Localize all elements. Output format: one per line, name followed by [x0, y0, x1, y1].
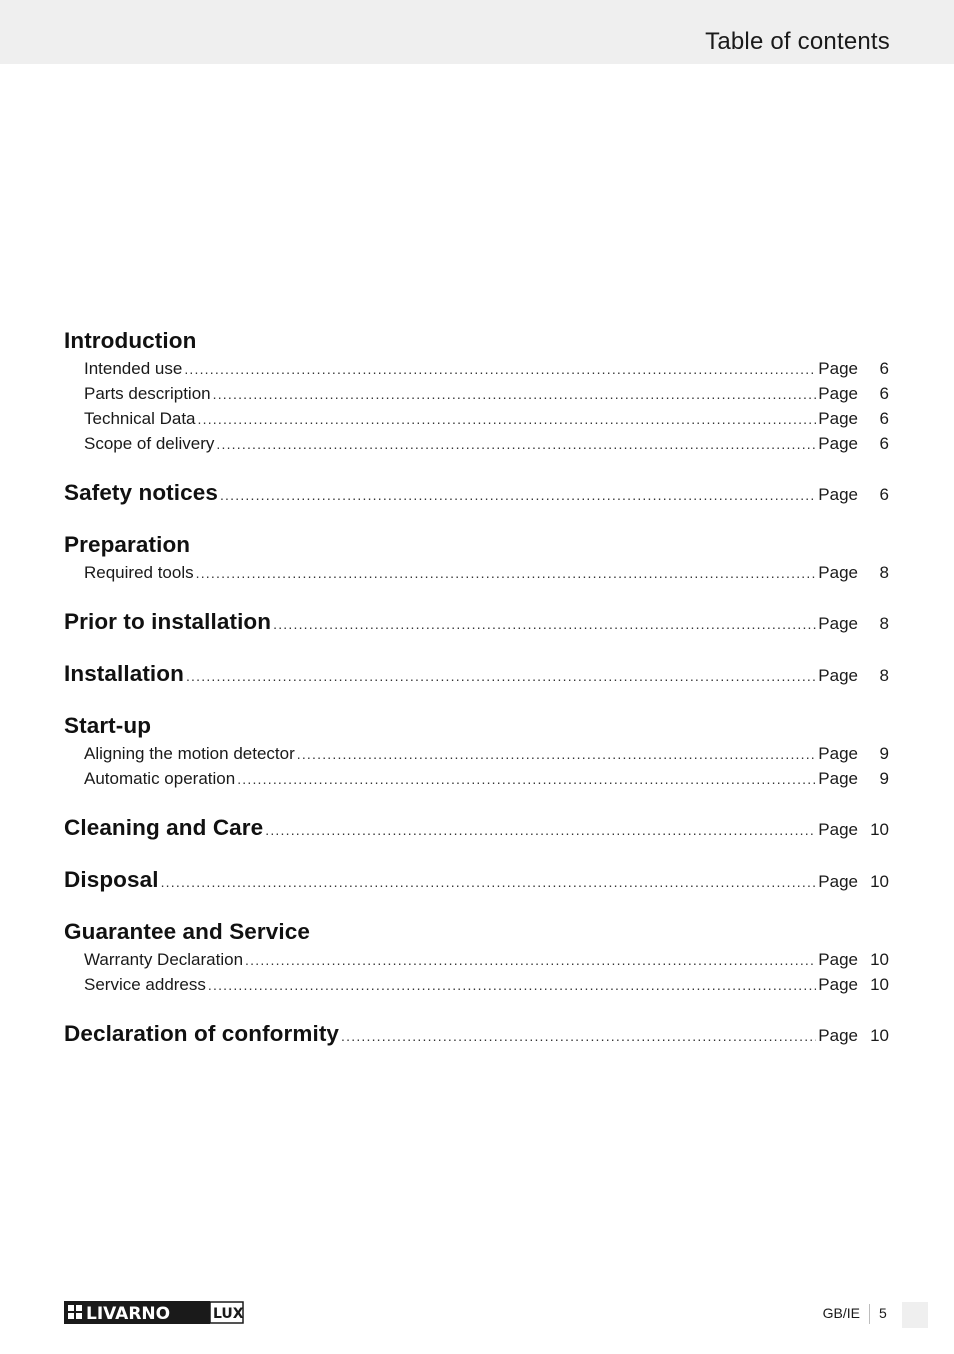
page-number: 6: [879, 485, 889, 504]
toc-heading-row[interactable]: [64, 607, 889, 637]
page-label: Page: [818, 769, 858, 788]
page-number: 8: [879, 666, 889, 685]
page-label: Page: [818, 872, 858, 891]
page-label: Page: [818, 434, 858, 453]
toc-entry[interactable]: [64, 972, 889, 997]
page-label: Page: [818, 950, 858, 969]
toc-entry-label: Technical Data: [84, 409, 196, 428]
dot-leader: [220, 480, 816, 510]
toc-heading[interactable]: Introduction: [64, 328, 197, 353]
logo-square: [68, 1305, 74, 1311]
toc-entry[interactable]: [64, 431, 889, 456]
toc-heading[interactable]: Preparation: [64, 532, 191, 557]
toc-entry-label: Intended use: [84, 359, 183, 378]
dot-leader: [196, 561, 817, 586]
toc-section-declaration-of-conformity: [64, 1019, 889, 1049]
page-number: 9: [879, 744, 889, 763]
toc-section-preparation: [64, 530, 889, 585]
toc-section-start-up: [64, 711, 889, 791]
logo-square: [68, 1313, 74, 1319]
toc-section-safety-notices: [64, 478, 889, 508]
toc-section-disposal: [64, 865, 889, 895]
dot-leader: [273, 609, 816, 639]
footer-corner-box: [902, 1302, 928, 1328]
toc-entry-label: Aligning the motion detector: [84, 744, 295, 763]
toc-heading-row[interactable]: [64, 659, 889, 689]
toc-heading-row: [64, 530, 889, 560]
page-number: 6: [879, 434, 889, 453]
dot-leader: [161, 867, 817, 897]
table-of-contents: [64, 326, 889, 1071]
dot-leader: [198, 407, 817, 432]
toc-section-introduction: [64, 326, 889, 456]
page-label: Page: [818, 485, 858, 504]
page-number: 8: [879, 563, 889, 582]
toc-entry-label: Automatic operation: [84, 769, 236, 788]
toc-heading-row: [64, 711, 889, 741]
footer-language-code: GB/IE: [822, 1305, 860, 1321]
dot-leader: [237, 767, 816, 792]
logo-suffix-text: LUX: [213, 1306, 244, 1322]
dot-leader: [265, 815, 816, 845]
page-number: 9: [879, 769, 889, 788]
toc-entry-label: Service address: [84, 975, 206, 994]
toc-heading[interactable]: Start-up: [64, 713, 152, 738]
toc-entry-label: Parts description: [84, 384, 211, 403]
toc-entry[interactable]: [64, 766, 889, 791]
logo-square: [76, 1313, 82, 1319]
toc-heading-row[interactable]: [64, 813, 889, 843]
footer-page-number: 5: [879, 1305, 887, 1321]
page-label: Page: [818, 614, 858, 633]
toc-heading: Cleaning and Care: [64, 815, 264, 840]
logo-brand-text: LIVARNO: [86, 1304, 171, 1324]
toc-heading-row[interactable]: [64, 1019, 889, 1049]
toc-heading: Declaration of conformity: [64, 1021, 340, 1046]
page-label: Page: [818, 975, 858, 994]
toc-heading[interactable]: Guarantee and Service: [64, 919, 310, 944]
toc-heading-row: [64, 917, 889, 947]
page-number: 10: [870, 1026, 889, 1045]
dot-leader: [186, 661, 816, 691]
dot-leader: [341, 1021, 816, 1051]
dot-leader: [213, 382, 817, 407]
page-label: Page: [818, 744, 858, 763]
page-number: 6: [879, 409, 889, 428]
footer-divider: [869, 1304, 870, 1324]
toc-heading-row[interactable]: [64, 478, 889, 508]
toc-section-installation: [64, 659, 889, 689]
toc-entry-label: Required tools: [84, 563, 194, 582]
page-title: Table of contents: [705, 28, 890, 55]
toc-entry[interactable]: [64, 381, 889, 406]
page-label: Page: [818, 384, 858, 403]
toc-entry-label: Warranty Declaration: [84, 950, 244, 969]
page-number: 10: [870, 950, 889, 969]
livarno-lux-logo: [64, 1301, 244, 1324]
page-label: Page: [818, 563, 858, 582]
page-number: 10: [870, 820, 889, 839]
toc-section-cleaning-and-care: [64, 813, 889, 843]
dot-leader: [297, 742, 817, 767]
page-number: 10: [870, 975, 889, 994]
page-label: Page: [818, 359, 858, 378]
toc-entry[interactable]: [64, 947, 889, 972]
toc-heading: Disposal: [64, 867, 159, 892]
dot-leader: [184, 357, 816, 382]
dot-leader: [208, 973, 816, 998]
toc-entry-label: Scope of delivery: [84, 434, 215, 453]
toc-entry[interactable]: [64, 560, 889, 585]
logo-square: [76, 1305, 82, 1311]
page-number: 6: [879, 384, 889, 403]
toc-entry[interactable]: [64, 356, 889, 381]
dot-leader: [216, 432, 816, 457]
page-label: Page: [818, 1026, 858, 1045]
page-number: 8: [879, 614, 889, 633]
toc-heading: Safety notices: [64, 480, 218, 505]
toc-heading-row[interactable]: [64, 865, 889, 895]
toc-section-prior-to-installation: [64, 607, 889, 637]
toc-entry[interactable]: [64, 741, 889, 766]
dot-leader: [245, 948, 816, 973]
toc-section-guarantee-and-service: [64, 917, 889, 997]
page-label: Page: [818, 820, 858, 839]
toc-heading: Prior to installation: [64, 609, 272, 634]
page-number: 10: [870, 872, 889, 891]
page-label: Page: [818, 666, 858, 685]
page-number: 6: [879, 359, 889, 378]
toc-entry[interactable]: [64, 406, 889, 431]
toc-heading: Installation: [64, 661, 184, 686]
toc-heading-row: [64, 326, 889, 356]
page-label: Page: [818, 409, 858, 428]
